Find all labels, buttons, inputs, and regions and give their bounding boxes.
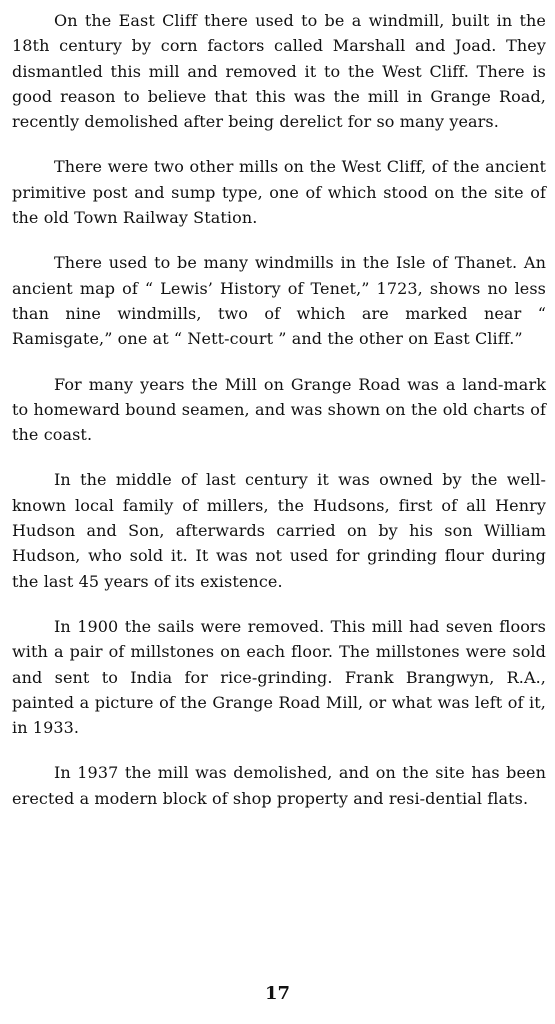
paragraph-landmark: For many years the Mill on Grange Road was a land-mark to homeward bound seamen, and was shown on the old charts of the coast. [12, 374, 546, 445]
page-body [12, 8, 546, 831]
paragraph-east-cliff-windmill: On the East Cliff there used to be a windmill, built in the 18th century by corn factors called Marshall and Joad. They dismantled this mill and removed it to the West Cliff. There is good reason to believe that this was the mill in Grange Road, recently demolished after being derelict for so many years. [12, 11, 546, 132]
paragraph-west-cliff-mills: There were two other mills on the West Cliff, of the ancient primitive post and sump type, one of which stood on the site of the old Town Railway Station. [12, 157, 546, 228]
paragraph-thanet-windmills: There used to be many windmills in the Isle of Thanet. An ancient map of “ Lewis’ History of Tenet,” 1723, shows no less than nine windmills, two of which are marked near “ Ramisgate,” one at “ Nett-court ” and the other on East Cliff.” [12, 253, 546, 349]
page-number: 17 [264, 983, 291, 1004]
paragraph-hudson-family: In the middle of last century it was owned by the well-known local family of millers, the Hudsons, first of all Henry Hudson and Son, afterwards carried on by his son William Hudson, who sold it. It was not used for grinding flour during the last 45 years of its existence. [12, 470, 546, 591]
paragraph-demolished: In 1937 the mill was demolished, and on the site has been erected a modern block of shop property and resi-dential flats. [12, 763, 546, 808]
paragraph-sails-removed: In 1900 the sails were removed. This mill had seven floors with a pair of millstones on each floor. The millstones were sold and sent to India for rice-grinding. Frank Brangwyn, R.A., painted a picture of the Grange Road Mill, or what was left of it, in 1933. [12, 616, 546, 738]
